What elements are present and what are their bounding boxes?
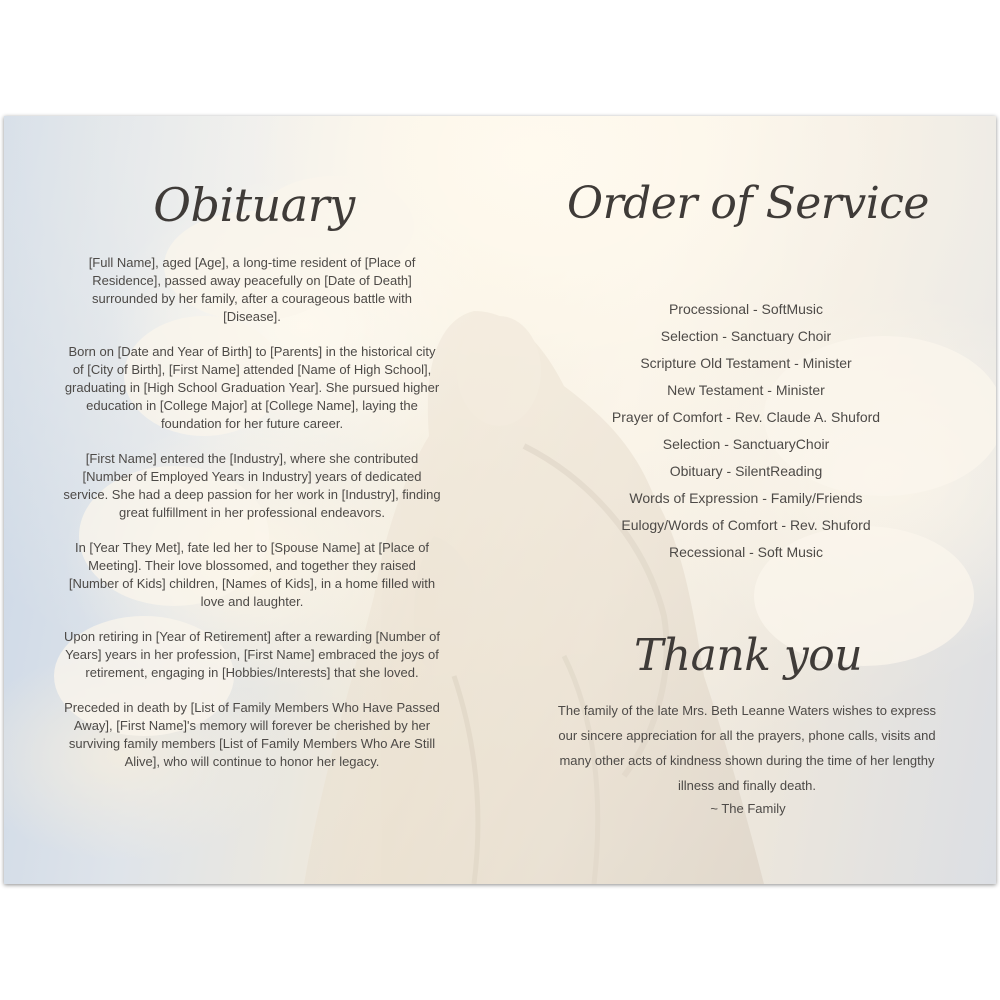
thank-you-message: The family of the late Mrs. Beth Leanne Waters wishes to express our sincere appreciation for all the prayers, phone calls, visits and many other acts of kindness shown during the time of her lengthy illness and finally death. xyxy=(557,703,937,793)
obituary-paragraph: [Full Name], aged [Age], a long-time resident of [Place of Residence], passed away peacefully on [Date of Death] surrounded by her family, after a courageous battle with [Disease]. xyxy=(88,255,416,324)
order-of-service-title: Order of Service xyxy=(567,178,929,229)
service-item: Processional - SoftMusic xyxy=(668,301,824,317)
service-item: Selection - Sanctuary Choir xyxy=(660,328,832,344)
obituary-title: Obituary xyxy=(153,178,355,232)
order-of-service-list xyxy=(500,296,992,566)
service-item: Eulogy/Words of Comfort - Rev. Shuford xyxy=(621,517,871,533)
obituary-paragraph: [First Name] entered the [Industry], where she contributed [Number of Employed Years in Industry] years of dedicated service. She had a deep passion for her work in [Industry], finding great fulfillment in her professional endeavors. xyxy=(63,451,441,520)
obituary-paragraph: Preceded in death by [List of Family Members Who Have Passed Away], [First Name]'s memory will forever be cherished by her surviving family members [List of Family Members Who Are Still Alive], who will continue to honor her legacy. xyxy=(64,700,440,769)
service-item: Selection - SanctuaryChoir xyxy=(662,436,830,452)
service-item: Obituary - SilentReading xyxy=(669,463,823,479)
obituary-body xyxy=(62,254,442,788)
obituary-paragraph: In [Year They Met], fate led her to [Spouse Name] at [Place of Meeting]. Their love blossomed, and together they raised [Number of Kids] children, [Names of Kids], in a home filled with love and laughter. xyxy=(68,540,436,609)
service-item: Words of Expression - Family/Friends xyxy=(629,490,863,506)
obituary-paragraph: Born on [Date and Year of Birth] to [Parents] in the historical city of [City of Birth], [First Name] attended [Name of High School], graduating in [High School Graduation Year]. She pursued higher education in [College Major] at [College Name], laying the foundation for her future career. xyxy=(64,344,440,431)
service-item: New Testament - Minister xyxy=(667,382,825,398)
thank-you-title: Thank you xyxy=(633,630,863,681)
thank-you-signature: ~ The Family xyxy=(710,801,786,816)
obituary-paragraph: Upon retiring in [Year of Retirement] after a rewarding [Number of Years] years in her profession, [First Name] embraced the joys of retirement, engaging in [Hobbies/Interests] that she loved. xyxy=(64,629,440,680)
service-item: Scripture Old Testament - Minister xyxy=(640,355,852,371)
service-item: Recessional - Soft Music xyxy=(668,544,824,560)
program-spread xyxy=(4,116,996,884)
service-item: Prayer of Comfort - Rev. Claude A. Shuford xyxy=(611,409,881,425)
